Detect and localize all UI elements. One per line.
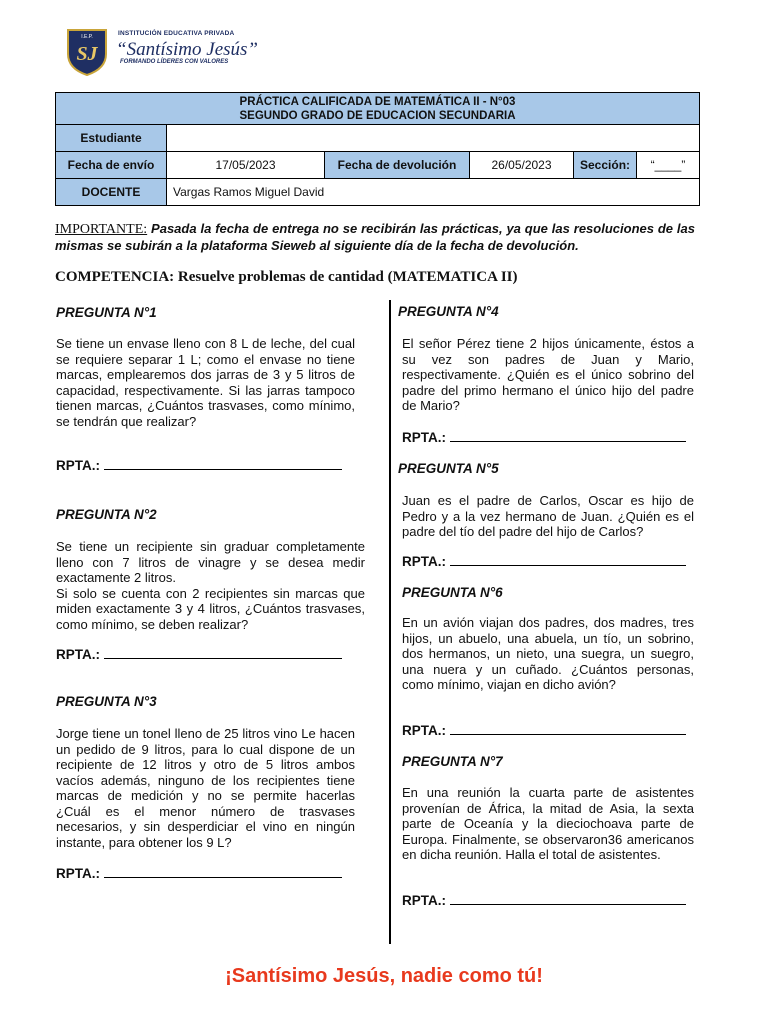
important-note xyxy=(55,221,695,253)
answer-6-blank[interactable] xyxy=(450,723,686,735)
competency-statement: COMPETENCIA: Resuelve problemas de cantidad (MATEMATICA II) xyxy=(55,269,518,285)
answer-7[interactable] xyxy=(402,893,686,908)
institution-slogan: FORMANDO LÍDERES CON VALORES xyxy=(120,59,229,65)
footer-motto: ¡Santísimo Jesús, nadie como tú! xyxy=(225,965,543,987)
question-1-title: PREGUNTA N°1 xyxy=(56,305,157,320)
institution-type: INSTITUCIÓN EDUCATIVA PRIVADA xyxy=(118,30,235,37)
return-date-label: Fecha de devolución xyxy=(325,152,470,179)
important-lead: IMPORTANTE: xyxy=(55,222,148,237)
student-field[interactable] xyxy=(167,125,700,152)
exam-title-line1: PRÁCTICA CALIFICADA DE MATEMÁTICA II - N°03 xyxy=(239,95,516,108)
answer-3[interactable] xyxy=(56,866,342,881)
teacher-value: Vargas Ramos Miguel David xyxy=(167,179,700,206)
column-divider xyxy=(389,300,391,944)
exam-title xyxy=(56,93,700,125)
answer-6-label: RPTA.: xyxy=(402,723,446,738)
question-2-title: PREGUNTA N°2 xyxy=(56,507,157,522)
question-5-text: Juan es el padre de Carlos, Oscar es hijo de Pedro y a la vez hermano de Juan. ¿Quién es el padre del tío del padre del hijo de Carlos? xyxy=(402,493,694,539)
answer-3-blank[interactable] xyxy=(104,866,342,878)
question-3-title: PREGUNTA N°3 xyxy=(56,694,157,709)
logo-top-text: I.E.P. xyxy=(81,34,93,40)
question-4-title: PREGUNTA N°4 xyxy=(398,304,499,319)
answer-5-label: RPTA.: xyxy=(402,554,446,569)
send-date-label: Fecha de envío xyxy=(56,152,167,179)
answer-5[interactable] xyxy=(402,554,686,569)
question-2-text: Se tiene un recipiente sin graduar completamente lleno con 7 litros de vinagre y se desea medir exactamente 2 litros. Si solo se cuenta con 2 recipientes sin marcas que miden exactamente 3 y 4 litros, ¿Cuántos trasvases, como mínimo, se deben realizar? xyxy=(56,539,365,632)
logo-initials: SJ xyxy=(76,43,98,65)
question-7-text: En una reunión la cuarta parte de asistentes provenían de África, la mitad de Asia, la sexta parte de Oceanía y la dieciochoava parte de Europa. Finalmente, se observaron36 americanos en dicha reunión. Halla el total de asistentes. xyxy=(402,785,694,862)
return-date-value: 26/05/2023 xyxy=(470,152,574,179)
answer-1-label: RPTA.: xyxy=(56,458,100,473)
answer-5-blank[interactable] xyxy=(450,554,686,566)
exam-title-line2: SEGUNDO GRADO DE EDUCACION SECUNDARIA xyxy=(239,109,516,122)
answer-2-label: RPTA.: xyxy=(56,647,100,662)
question-4-text: El señor Pérez tiene 2 hijos únicamente, éstos a su vez son padres de Juan y Mario, respectivamente. ¿Quién es el único sobrino del padre del primo hermano el único hijo del padre de Mario? xyxy=(402,336,694,413)
question-7-title: PREGUNTA N°7 xyxy=(402,754,503,769)
send-date-value: 17/05/2023 xyxy=(167,152,325,179)
answer-4-label: RPTA.: xyxy=(402,430,446,445)
answer-4-blank[interactable] xyxy=(450,430,686,442)
teacher-label: DOCENTE xyxy=(56,179,167,206)
section-value[interactable]: “____” xyxy=(637,152,700,179)
question-6-title: PREGUNTA N°6 xyxy=(402,585,503,600)
answer-2-blank[interactable] xyxy=(104,647,342,659)
school-logo xyxy=(62,26,112,76)
important-text: Pasada la fecha de entrega no se recibirán las prácticas, ya que las resoluciones de las mismas se subirán a la plataforma Sieweb al siguiente día de la fecha de devolución. xyxy=(55,221,695,253)
answer-7-blank[interactable] xyxy=(450,893,686,905)
answer-6[interactable] xyxy=(402,723,686,738)
exam-info-table xyxy=(55,92,700,206)
answer-2[interactable] xyxy=(56,647,342,662)
answer-3-label: RPTA.: xyxy=(56,866,100,881)
answer-1[interactable] xyxy=(56,458,342,473)
institution-name: “Santísimo Jesús” xyxy=(116,39,258,60)
question-6-text: En un avión viajan dos padres, dos madres, tres hijos, un abuelo, una abuela, un tío, un sobrino, dos hermanos, un nieto, una suegra, un suegro, una nuera y un cuñado. ¿Cuántos personas, como mínimo, viajan en dicho avión? xyxy=(402,615,694,692)
question-3-text: Jorge tiene un tonel lleno de 25 litros vino Le hacen un pedido de 9 litros, para lo cual dispone de un recipiente de 12 litros y otro de 5 litros ambos vacíos además, ninguno de los recipientes tiene marcas de medición y no se permite hacerlas ¿Cuál es el menor número de trasvases necesarios, y sin desperdiciar el vino en ningún instante, para obtener los 9 L? xyxy=(56,726,355,850)
answer-1-blank[interactable] xyxy=(104,458,342,470)
question-5-title: PREGUNTA N°5 xyxy=(398,461,499,476)
section-label: Sección: xyxy=(574,152,637,179)
answer-4[interactable] xyxy=(402,430,686,445)
question-1-text: Se tiene un envase lleno con 8 L de leche, del cual se requiere separar 1 L; como el envase no tiene marcas, emplearemos dos jarras de 3 y 5 litros de capacidad, respectivamente. Si las jarras tampoco tienen marcas, ¿Cuántos trasvases, como mínimo, se tendrán que realizar? xyxy=(56,336,355,429)
answer-7-label: RPTA.: xyxy=(402,893,446,908)
student-label: Estudiante xyxy=(56,125,167,152)
